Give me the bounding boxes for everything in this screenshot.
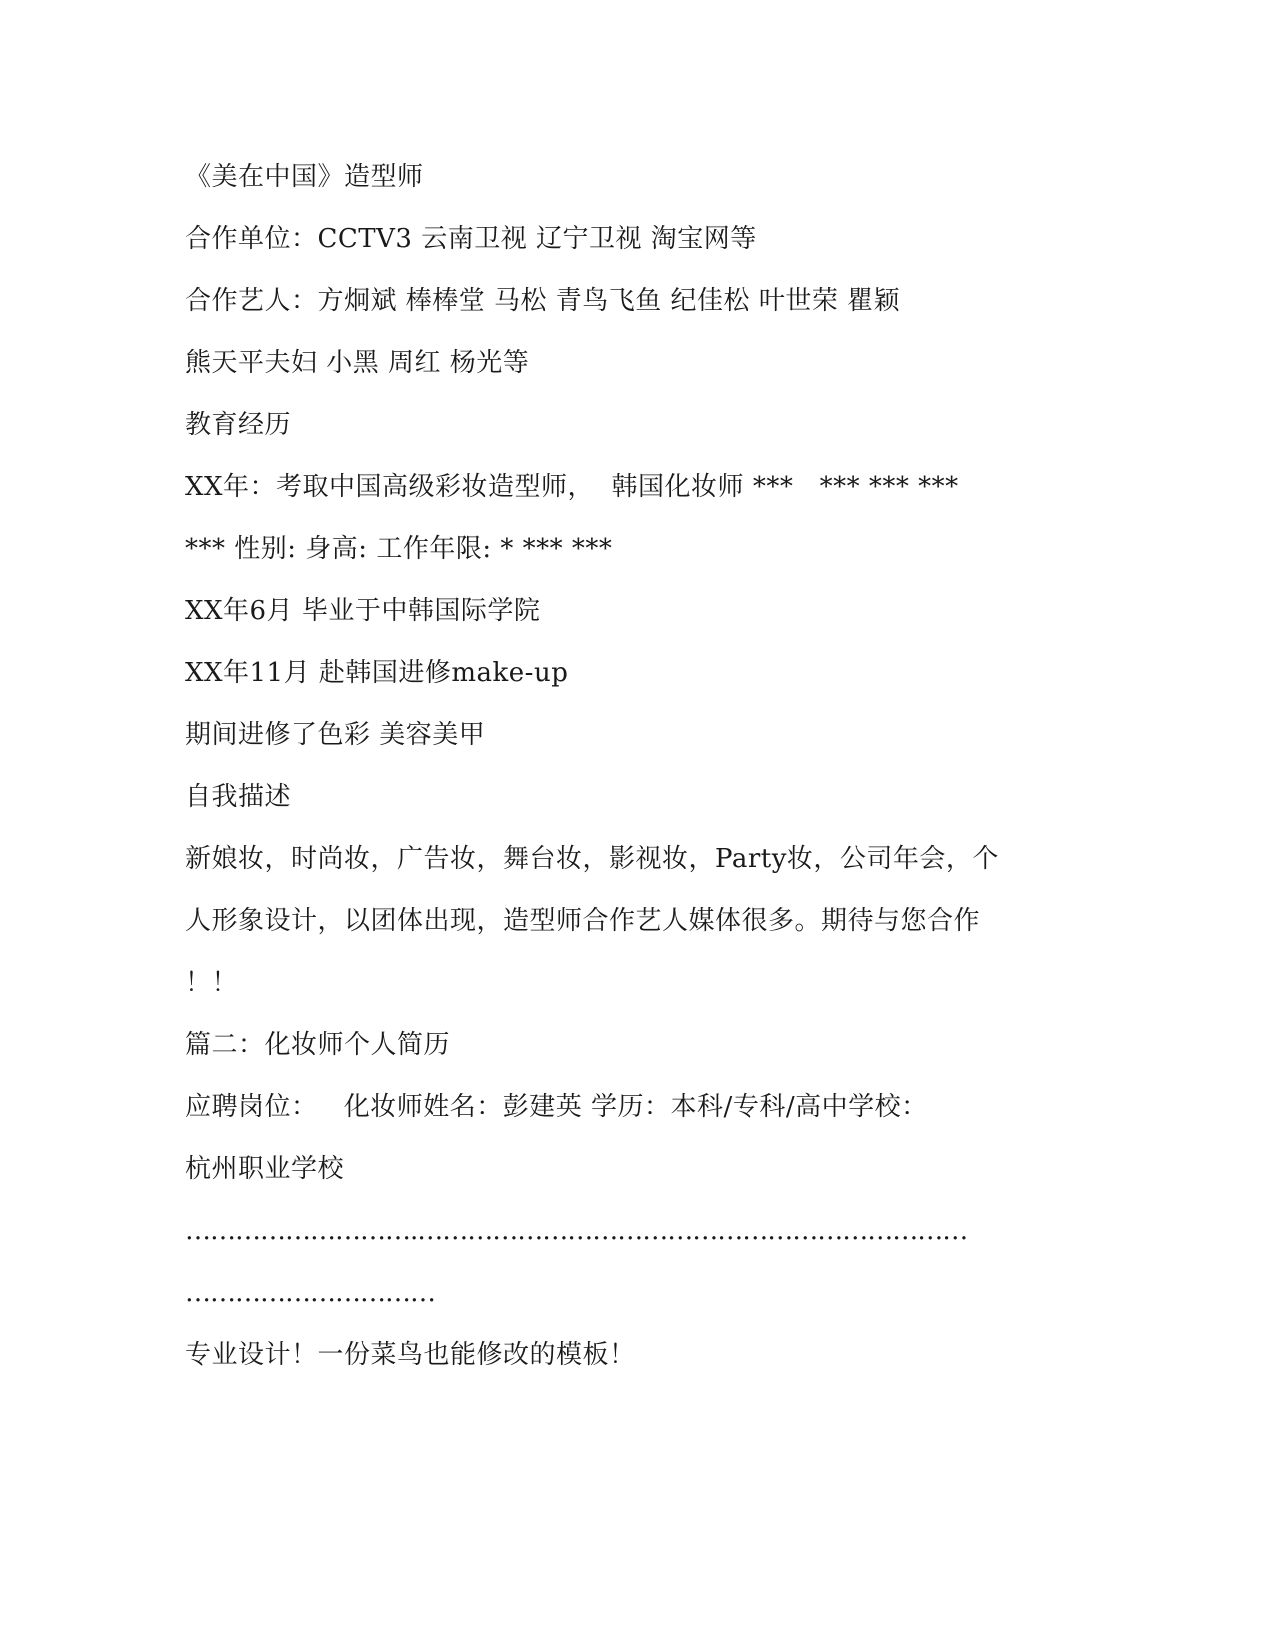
self-description-line-2: 人形象设计，以团体出现，造型师合作艺人媒体很多。期待与您合作 [185, 906, 981, 936]
education-item-graduation: XX年6月 毕业于中韩国际学院 [185, 596, 541, 626]
partner-units: 合作单位：CCTV3 云南卫视 辽宁卫视 淘宝网等 [185, 224, 757, 254]
template-note: 专业设计！一份菜鸟也能修改的模板！ [185, 1340, 636, 1370]
education-item-certificate: XX年：考取中国高级彩妆造型师， 韩国化妆师 *** *** *** *** [185, 472, 959, 502]
job-title: 《美在中国》造型师 [185, 162, 424, 192]
partner-artists: 合作艺人：方炯斌 棒棒堂 马松 青鸟飞鱼 纪佳松 叶世荣 瞿颖 [185, 286, 901, 316]
dotted-separator-2: ………………………… [185, 1278, 435, 1308]
school-name: 杭州职业学校 [185, 1154, 345, 1184]
personal-info-line: *** 性别: 身高: 工作年限: * *** *** [185, 534, 613, 564]
education-item-studies: 期间进修了色彩 美容美甲 [185, 720, 486, 750]
self-description-line-3: ！！ [185, 968, 239, 998]
education-heading: 教育经历 [185, 410, 292, 440]
dotted-separator-1: ……………………….………………………………………………………… [185, 1216, 968, 1246]
partner-artists-continued: 熊天平夫妇 小黑 周红 杨光等 [185, 348, 530, 378]
education-item-korea: XX年11月 赴韩国进修make-up [185, 658, 569, 688]
self-description-line-1: 新娘妆，时尚妆，广告妆，舞台妆，影视妆，Party妆，公司年会，个 [185, 844, 999, 874]
section-two-heading: 篇二：化妆师个人简历 [185, 1030, 451, 1060]
application-info: 应聘岗位： 化妆师姓名：彭建英 学历：本科/专科/高中学校： [185, 1092, 928, 1122]
self-description-heading: 自我描述 [185, 782, 292, 812]
